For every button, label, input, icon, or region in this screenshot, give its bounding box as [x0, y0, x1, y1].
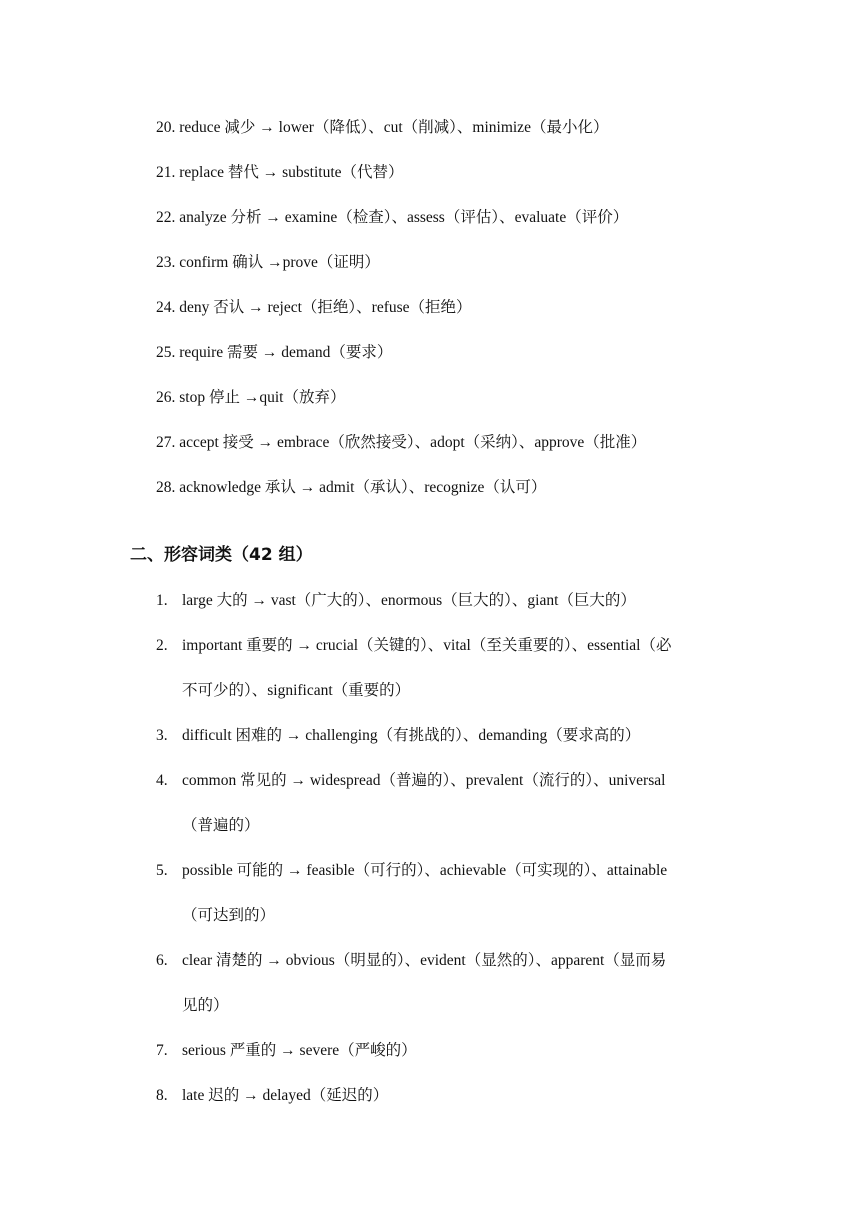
- adj-item-2-line-1: important 重要的 → crucial（关键的）、vital（至关重要的）、essential（必: [182, 637, 672, 654]
- adj-item-7-line-1: serious 严重的 → severe（严峻的）: [182, 1042, 417, 1059]
- adj-item-number: 3.: [156, 727, 168, 744]
- verb-item-27: 27. accept 接受 → embrace（欣然接受）、adopt（采纳）、approve（批准）: [156, 434, 647, 451]
- adj-item-number: 4.: [156, 772, 168, 789]
- adj-item-number: 8.: [156, 1087, 168, 1104]
- adj-item-6-line-2: 见的）: [182, 997, 229, 1014]
- adj-item-3-line-1: difficult 困难的 → challenging（有挑战的）、demanding（要求高的）: [182, 727, 641, 744]
- adj-item-number: 1.: [156, 592, 168, 609]
- verb-item-21: 21. replace 替代 → substitute（代替）: [156, 164, 404, 181]
- adj-item-1-line-1: large 大的 → vast（广大的）、enormous（巨大的）、giant（巨大的）: [182, 592, 636, 609]
- verb-item-25: 25. require 需要 → demand（要求）: [156, 344, 393, 361]
- verb-item-22: 22. analyze 分析 → examine（检查）、assess（评估）、evaluate（评价）: [156, 209, 629, 226]
- adj-item-4-line-1: common 常见的 → widespread（普遍的）、prevalent（流行的）、universal: [182, 772, 666, 789]
- adj-item-number: 6.: [156, 952, 168, 969]
- adj-item-number: 2.: [156, 637, 168, 654]
- section-heading-adjectives: 二、形容词类（42 组）: [130, 545, 313, 565]
- adj-item-8-line-1: late 迟的 → delayed（延迟的）: [182, 1087, 389, 1104]
- adj-item-4-line-2: （普遍的）: [182, 817, 260, 834]
- adj-item-number: 5.: [156, 862, 168, 879]
- verb-item-28: 28. acknowledge 承认 → admit（承认）、recognize（认可）: [156, 479, 547, 496]
- verb-item-23: 23. confirm 确认 →prove（证明）: [156, 254, 380, 271]
- adj-item-2-line-2: 不可少的）、significant（重要的）: [182, 682, 411, 699]
- verb-item-26: 26. stop 停止 →quit（放弃）: [156, 389, 346, 406]
- adj-item-5-line-1: possible 可能的 → feasible（可行的）、achievable（可实现的）、attainable: [182, 862, 668, 879]
- adj-item-5-line-2: （可达到的）: [182, 907, 276, 924]
- adj-item-number: 7.: [156, 1042, 168, 1059]
- verb-item-20: 20. reduce 减少 → lower（降低）、cut（削减）、minimize（最小化）: [156, 119, 609, 136]
- adj-item-6-line-1: clear 清楚的 → obvious（明显的）、evident（显然的）、apparent（显而易: [182, 952, 667, 969]
- verb-item-24: 24. deny 否认 → reject（拒绝）、refuse（拒绝）: [156, 299, 472, 316]
